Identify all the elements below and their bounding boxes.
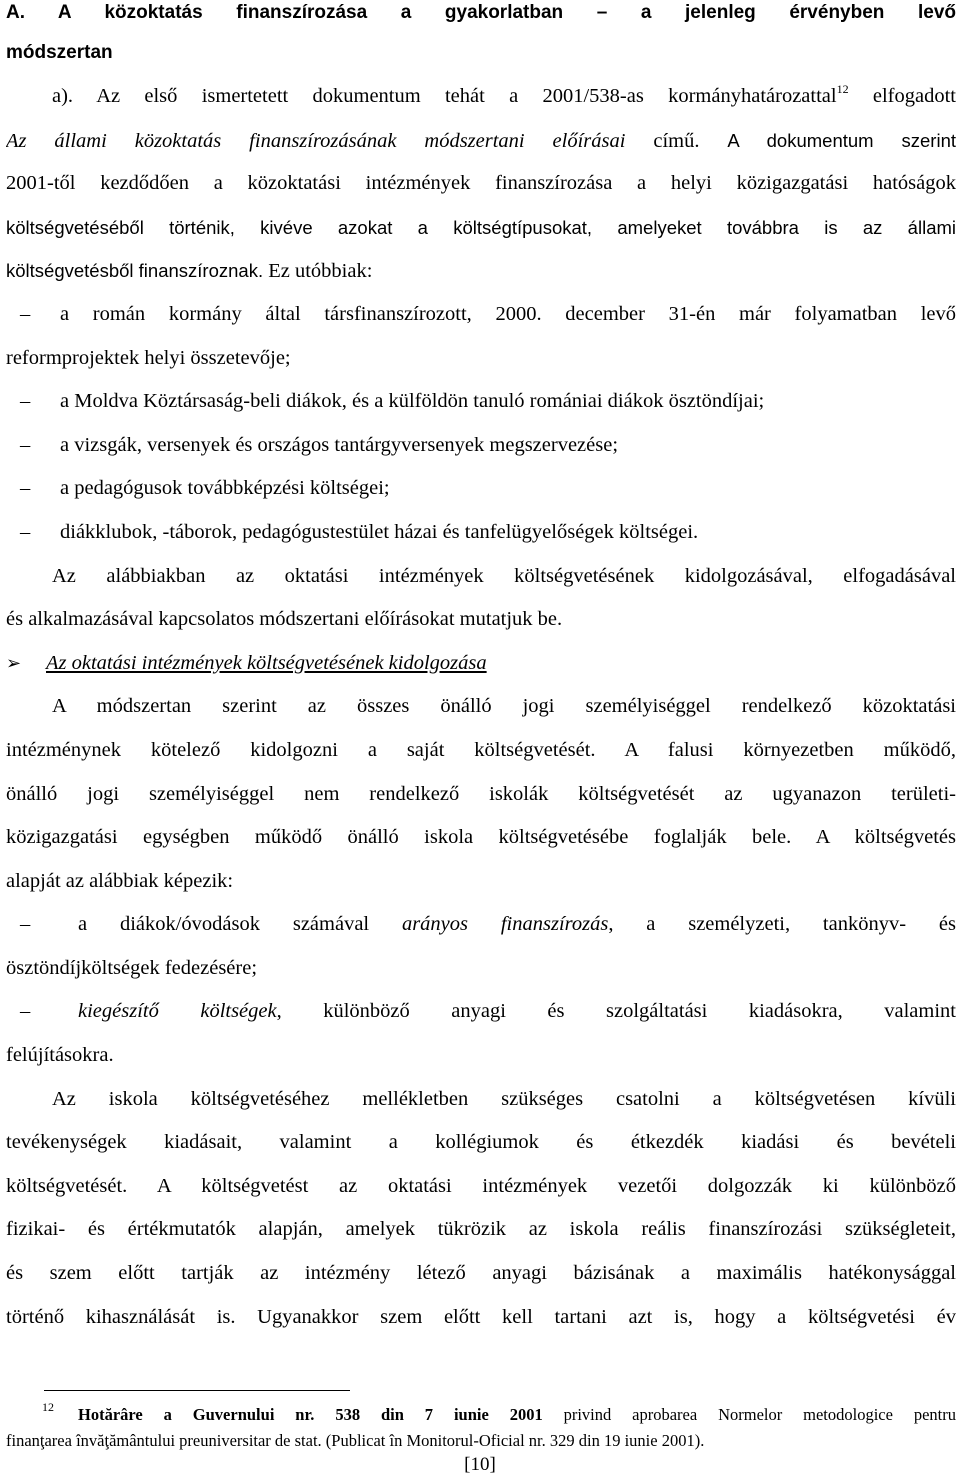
footnote-line-2: finanţarea învăţământului preuniversitar de stat. (Publicat în Monitorul-Oficial nr. 329 din 19 iunie 2001).	[6, 1431, 705, 1450]
paragraph-3-line-2: intézménynek kötelező kidolgozni a saját költségvetését. A falusi környezetben működő,	[6, 738, 956, 761]
text-run: elfogadott	[848, 85, 956, 107]
list-item-continuation: ösztöndíjköltségek fedezésére;	[6, 956, 258, 979]
footnote-separator	[44, 1390, 350, 1391]
list-item	[6, 424, 956, 468]
paragraph-1-line-3: 2001-től kezdődően a közoktatási intézmények finanszírozása a helyi közigazgatási hatóságok	[6, 172, 956, 195]
list-item-text: diákklubok, -táborok, pedagógustestület házai és tanfelügyelőségek költségei.	[60, 520, 699, 543]
paragraph-4-line-6: történő kihasználását is. Ugyanakkor szem előtt kell tartani azt is, hogy a költségvetési év	[6, 1305, 956, 1328]
list-item-text: , különböző anyagi és szolgáltatási kiadásokra, valamint	[276, 1000, 956, 1023]
paragraph-4-line-2: tevékenységek kiadásait, valamint a kollégiumok és étkezdék kiadási és bevételi	[6, 1131, 956, 1154]
paragraph-1-line-5	[6, 249, 956, 293]
page-number: [10]	[464, 1454, 496, 1475]
text-run: költségvetésből finanszíroznak.	[6, 260, 264, 282]
footnote-text: privind aprobarea Normelor metodologice pentru	[542, 1405, 957, 1424]
paragraph-4-line-3: költségvetését. A költségvetést az oktatási intézmények vezetői dolgozzák ki különböző	[6, 1174, 956, 1197]
list-item	[6, 511, 956, 555]
footnote-reference[interactable]: 12	[836, 82, 849, 96]
text-run: Ez utóbbiak:	[263, 260, 373, 283]
list-item-text: a vizsgák, versenyek és országos tantárgyversenyek megszervezése;	[60, 433, 619, 456]
list-item	[6, 990, 956, 1034]
list-item-text: a diákok/óvodások számával	[78, 913, 402, 936]
body-text	[6, 75, 956, 1339]
paragraph-2-line-2: és alkalmazásával kapcsolatos módszertani előírásokat mutatjuk be.	[6, 608, 563, 631]
section-heading	[6, 0, 956, 73]
list-item	[6, 903, 956, 947]
arrow-bullet-icon: ➢	[6, 652, 22, 673]
list-item-text: , a személyzeti, tankönyv- és	[608, 913, 956, 936]
heading-line-1: A. A közoktatás finanszírozása a gyakorlatban – a jelenleg érvényben levő	[6, 2, 956, 23]
paragraph-4-line-5: és szem előtt tartják az intézmény létező anyagi bázisának a maximális hatékonysággal	[6, 1262, 956, 1285]
footnote-citation: Hotărâre a Guvernului nr. 538 din 7 iunie 2001	[78, 1405, 543, 1424]
paragraph-2-line-1: Az alábbiakban az oktatási intézmények költségvetésének kidolgozásával, elfogadásával	[52, 564, 956, 587]
text-run: A dokumentum szerint	[727, 129, 956, 151]
list-item	[6, 380, 956, 424]
list-item-text: a román kormány által társfinanszírozott, 2000. december 31-én már folyamatban levő	[60, 302, 956, 325]
dash-bullet-icon: –	[20, 1000, 31, 1023]
paragraph-3-line-5: alapját az alábbiak képezik:	[6, 869, 234, 892]
document-title-italic: Az állami közoktatás finanszírozásának módszertani előírásai	[6, 129, 626, 152]
emphasis: arányos finanszírozás	[401, 913, 609, 936]
paragraph-3-line-4: közigazgatási egységben működő önálló iskola költségvetésébe foglalják bele. A költségvetés	[6, 826, 956, 849]
dash-bullet-icon: –	[20, 302, 31, 325]
heading-line-2: módszertan	[6, 42, 113, 63]
list-item-text: a pedagógusok továbbképzési költségei;	[60, 477, 390, 500]
subheading	[6, 642, 956, 686]
subheading-text: Az oktatási intézmények költségvetésének kidolgozása	[46, 651, 487, 674]
paragraph-1-line-4: költségvetéséből történik, kivéve azokat a költségtípusokat, amelyeket továbbra is az állami	[6, 216, 956, 238]
paragraph-4-line-1: Az iskola költségvetéséhez mellékletben szükséges csatolni a költségvetésen kívüli	[52, 1087, 956, 1110]
paragraph-1-line-1	[6, 75, 956, 119]
list-item	[6, 293, 956, 337]
dash-bullet-icon: –	[20, 913, 31, 936]
emphasis: kiegészítő költségek	[78, 1000, 277, 1023]
dash-bullet-icon: –	[20, 390, 31, 413]
text-run: című.	[625, 129, 728, 152]
footnote-line-1	[6, 1402, 956, 1428]
list-item-continuation: felújításokra.	[6, 1044, 114, 1067]
list-item	[6, 467, 956, 511]
text-run: a). Az első ismertetett dokumentum tehát a 2001/538-as kormányhatározattal	[52, 85, 837, 107]
paragraph-1-line-2	[6, 119, 956, 163]
paragraph-4-line-4: fizikai- és értékmutatók alapján, amelyek tükrözik az iskola reális finanszírozási szükségleteit,	[6, 1218, 956, 1241]
list-item-text: a Moldva Köztársaság-beli diákok, és a külföldön tanuló romániai diákok ösztöndíjai;	[60, 390, 765, 413]
list-item-continuation: reformprojektek helyi összetevője;	[6, 346, 291, 369]
dash-bullet-icon: –	[20, 477, 31, 500]
footnote-mark: 12	[42, 1400, 54, 1414]
paragraph-3-line-3: önálló jogi személyiséggel nem rendelkező iskolák költségvetését az ugyanazon területi-	[6, 782, 956, 805]
dash-bullet-icon: –	[20, 520, 31, 543]
paragraph-3-line-1: A módszertan szerint az összes önálló jogi személyiséggel rendelkező közoktatási	[52, 695, 956, 718]
dash-bullet-icon: –	[20, 433, 31, 456]
